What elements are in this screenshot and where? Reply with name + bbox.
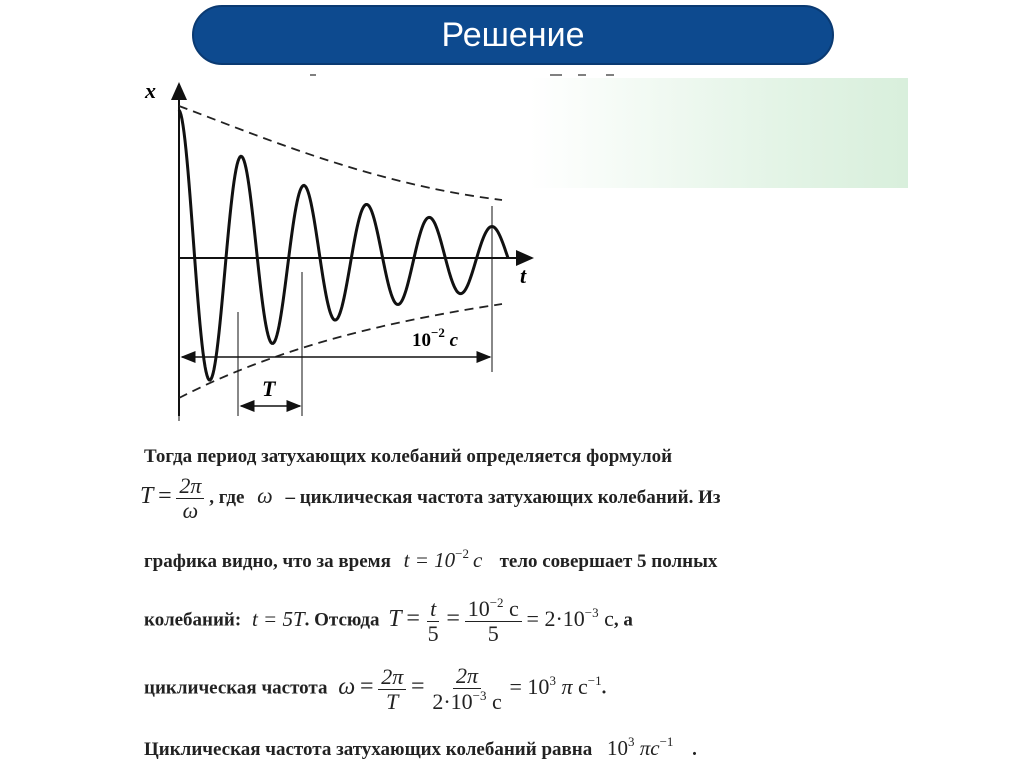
fraction-numerator: 2π <box>378 665 406 690</box>
text-line-2 <box>140 474 721 523</box>
fraction-denominator: 5 <box>427 620 439 646</box>
period-T: T <box>388 605 402 632</box>
period-mark: . <box>692 739 697 760</box>
fraction-denominator: 5 <box>487 621 499 647</box>
where-text: , где <box>209 487 245 509</box>
slide-title: Решение <box>441 15 585 54</box>
slide-title-banner <box>192 5 834 65</box>
t-over-5-fraction <box>425 597 442 646</box>
2pi-over-T-fraction <box>378 665 406 714</box>
hence-text: . Отсюда <box>304 609 380 631</box>
value-over-5-fraction <box>465 596 522 646</box>
fraction-numerator: 2π <box>176 474 204 499</box>
fraction-numerator: 2π <box>453 664 481 689</box>
omega-symbol: ω <box>338 673 356 700</box>
2pi-over-value-fraction <box>429 664 504 714</box>
time-formula: $t = 10^{-2}$ c <box>403 546 483 572</box>
frequency-result: = $10^3$ π $с^{-1}$ <box>509 672 602 699</box>
interval-label: $10^{-2}$ с <box>412 325 459 351</box>
fraction-denominator: $2\cdot 10^{-3}$ с <box>432 688 502 715</box>
formula-T: T <box>140 483 154 510</box>
fraction-numerator: $10^{-2}$ с <box>465 596 522 622</box>
period-result: = $2\cdot 10^{-3}$ с <box>526 604 614 631</box>
final-answer-value: $10^3$ $\pi с^{-1}$ <box>606 734 674 760</box>
fraction-denominator: T <box>386 688 399 714</box>
and-text: , а <box>613 609 633 631</box>
formula-period-fraction <box>176 474 204 523</box>
cyclic-frequency-text: – циклическая частота затухающих колебаний. Из <box>285 487 721 509</box>
five-oscillations-text: тело совершает 5 полных <box>499 551 718 572</box>
equals-2: = <box>446 605 460 632</box>
equals-2: = <box>411 673 425 700</box>
text-line-1 <box>144 446 672 468</box>
background-glow <box>530 78 908 188</box>
oscillations-word: колебаний: <box>144 609 242 631</box>
t-equals-5T-formula: t = 5T <box>251 606 305 631</box>
formula-equals: = <box>158 483 172 510</box>
damped-oscillation-graph <box>140 76 540 426</box>
x-axis-label: x <box>145 78 156 103</box>
text-line-4 <box>144 596 633 646</box>
text-line-5 <box>144 664 606 714</box>
equals-1: = <box>406 605 420 632</box>
text-line-6 <box>144 734 697 761</box>
fraction-denominator: ω <box>182 498 199 524</box>
oscillation-curve <box>179 110 508 380</box>
final-answer-text: Циклическая частота затухающих колебаний равна <box>144 739 593 760</box>
cyclic-frequency-label: циклическая частота <box>144 677 328 699</box>
period-intro-text: Тогда период затухающих колебаний определяется формулой <box>144 446 673 467</box>
upper-envelope <box>179 106 502 200</box>
period-label: T <box>262 376 276 401</box>
omega-symbol: ω <box>257 483 273 509</box>
lower-envelope <box>179 304 502 398</box>
t-axis-label: t <box>520 263 527 288</box>
graph-shows-text: графика видно, что за время <box>144 551 391 572</box>
period-mark: . <box>601 677 607 699</box>
fraction-numerator: t <box>427 597 439 622</box>
text-line-3 <box>144 546 717 573</box>
equals-1: = <box>359 673 374 700</box>
